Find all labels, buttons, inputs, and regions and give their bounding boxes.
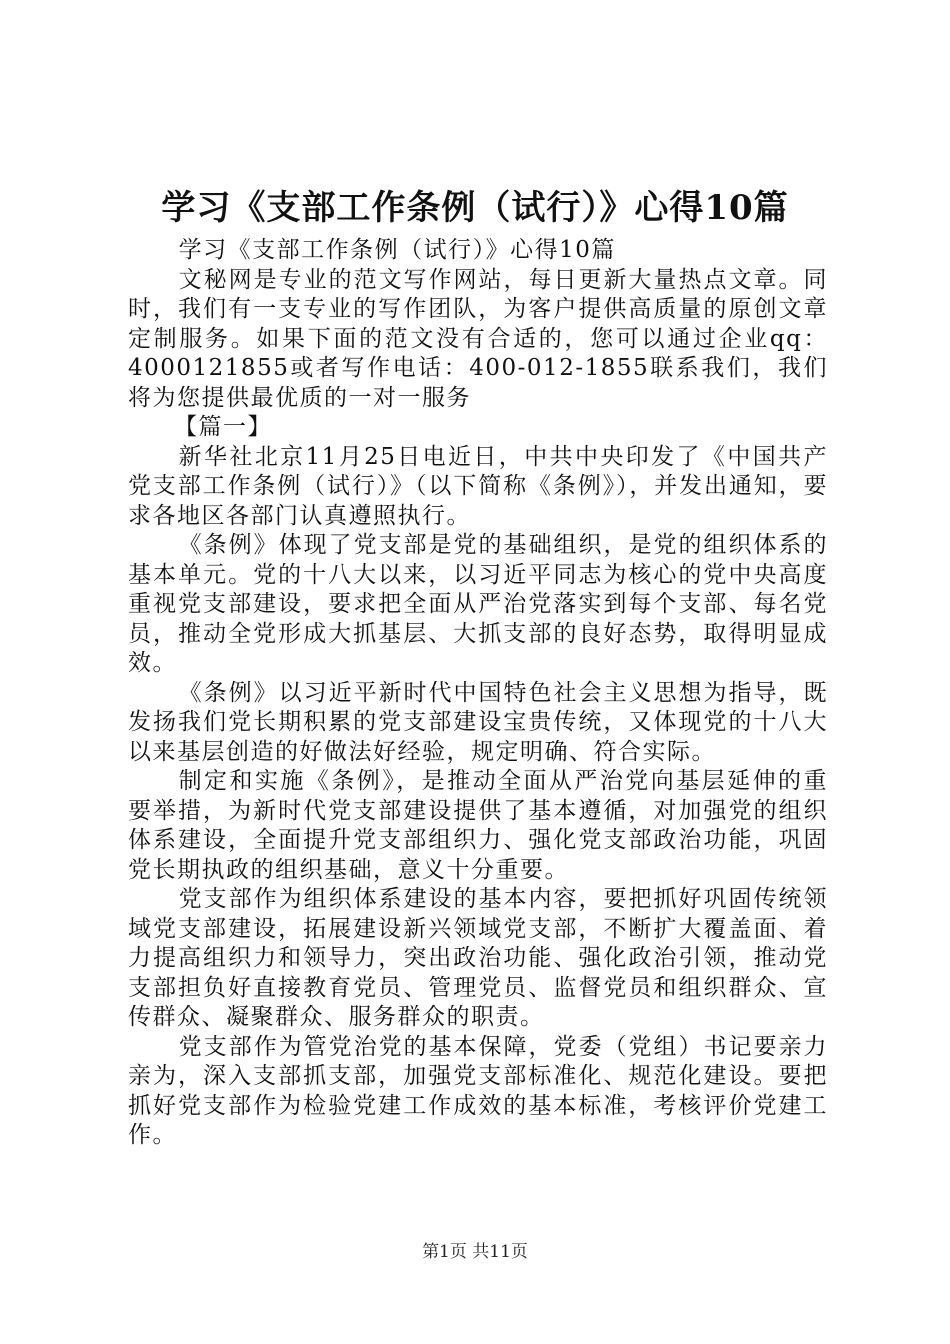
- document-body: [128, 236, 828, 1151]
- document-title: 学习《支部工作条例（试行）》心得10篇: [161, 188, 789, 228]
- body-paragraph: 党支部作为组织体系建设的基本内容，要把抓好巩固传统领域党支部建设，拓展建设新兴领域党支部，不断扩大覆盖面、着力提高组织力和领导力，突出政治功能、强化政治引领，推动党支部担负好直接教育党员、管理党员、监督党员和组织群众、宣传群众、凝聚群众、服务群众的职责。: [128, 886, 828, 1030]
- body-paragraph: 《条例》以习近平新时代中国特色社会主义思想为指导，既发扬我们党长期积累的党支部建设宝贵传统，又体现党的十八大以来基层创造的好做法好经验，规定明确、符合实际。: [128, 679, 828, 765]
- page-number-footer: 第1页 共11页: [422, 1242, 528, 1262]
- body-paragraph: 《条例》体现了党支部是党的基础组织，是党的组织体系的基本单元。党的十八大以来，以习近平同志为核心的党中央高度重视党支部建设，要求把全面从严治党落实到每个支部、每名党员，推动全党形成大抓基层、大抓支部的良好态势，取得明显成效。: [128, 532, 828, 676]
- body-paragraph: 党支部作为管党治党的基本保障，党委（党组）书记要亲力亲为，深入支部抓支部，加强党支部标准化、规范化建设。要把抓好党支部作为检验党建工作成效的基本标准，考核评价党建工作。: [128, 1033, 828, 1148]
- body-paragraph: 新华社北京11月25日电近日，中共中央印发了《中国共产党支部工作条例（试行）》（以下简称《条例》），并发出通知，要求各地区各部门认真遵照执行。: [128, 443, 828, 529]
- document-subtitle: 学习《支部工作条例（试行）》心得10篇: [178, 237, 616, 263]
- body-paragraph: 制定和实施《条例》，是推动全面从严治党向基层延伸的重要举措，为新时代党支部建设提供了基本遵循，对加强党的组织体系建设，全面提升党支部组织力、强化党支部政治功能，巩固党长期执政的组织基础，意义十分重要。: [128, 768, 828, 883]
- section-heading: 【篇一】: [174, 414, 272, 440]
- intro-paragraph: 文秘网是专业的范文写作网站，每日更新大量热点文章。同时，我们有一支专业的写作团队，为客户提供高质量的原创文章定制服务。如果下面的范文没有合适的，您可以通过企业qq：4000121855或者写作电话：400-012-1855联系我们，我们将为您提供最优质的一对一服务: [128, 266, 828, 411]
